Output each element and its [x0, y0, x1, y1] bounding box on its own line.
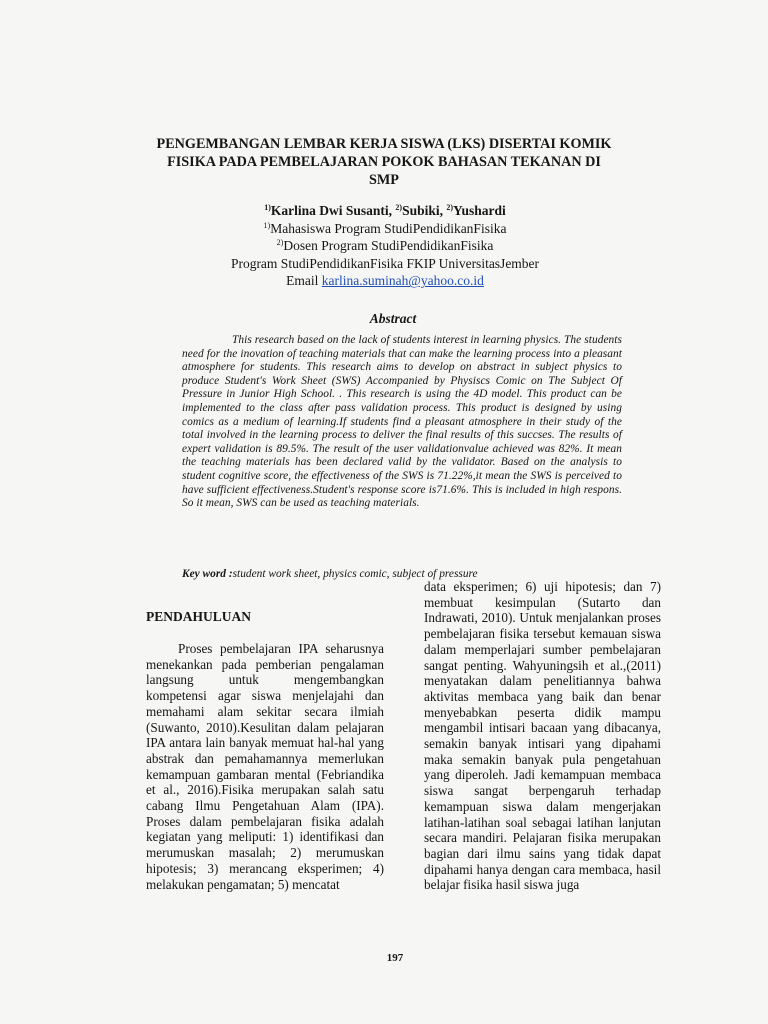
- left-column-text: Proses pembelajaran IPA seharusnya menekankan pada pemberian pengalaman langsung untuk mengembangkan kompetensi agar siswa menjelajahi dan memahami alam sekitar secara ilmiah (Suwanto, 2010).Kesulitan dalam pelajaran IPA antara lain banyak memuat hal-hal yang abstrak dan pemahamannya memerlukan kemampuan gambaran mental (Febriandika et al., 2016).Fisika merupakan salah satu cabang Ilmu Pengetahuan Alam (IPA). Proses dalam pembelajaran fisika adalah kegiatan yang meliputi: 1) identifikasi dan merumuskan masalah; 2) merumuskan hipotesis; 3) merancang eksperimen; 4) melakukan pengamatan; 5) mencatat: [146, 641, 384, 892]
- affiliation-1: [150, 220, 620, 238]
- abstract-text: This research based on the lack of students interest in learning physics. The students need for the inovation of teaching materials that can make the learning process into a pleasant atmosphere for students. This research aims to develop on abstract in subject physics to produce Student's Work Sheet (SWS) Accompanied by Physiscs Comic on The Subject Of Pressure in Junior High School. . This research is using the 4D model. This product can be implemented to the class after pass validation process. This product is designed by using comics as a medium of learning.If students find a pleasant atmosphere in their study of the total involved in the learning process to deliver the final results of this succses. The results of expert validation is 89.5%. The result of the user validationvalue achieved was 82%. It mean the teaching materials has been declared valid by the validator. Based on the analysis to student cognitive score, the effectiveness of the SWS is 71.22%,it mean the SWS is perceived to have sufficient effectiveness.Student's response score is71.6%. This is included in high respons. So it mean, SWS can be used as teaching materials.: [182, 334, 622, 510]
- author-block: [150, 202, 620, 290]
- author-name: Yushardi: [453, 203, 506, 218]
- keyword-label: Key word :: [182, 568, 233, 580]
- email-line: [150, 272, 620, 290]
- author-name: Subiki,: [402, 203, 447, 218]
- author-names: [150, 202, 620, 220]
- affil-text: Dosen Program StudiPendidikanFisika: [283, 238, 494, 254]
- keyword-text: student work sheet, physics comic, subject of pressure: [232, 568, 478, 580]
- email-label: Email: [286, 273, 322, 289]
- title-line: FISIKA PADA PEMBELAJARAN POKOK BAHASAN TEKANAN DI: [167, 154, 601, 170]
- page-number: 197: [386, 952, 404, 964]
- author-sup: 1): [264, 203, 271, 212]
- right-column-text: data eksperimen; 6) uji hipotesis; dan 7) membuat kesimpulan (Sutarto dan Indrawati, 2010). Untuk menjalankan proses pembelajaran fisika tersebut kemauan siswa dalam memperlajari sumber pembelajaran sangat penting. Wahyuningsih et al.,(2011) menyatakan dalam penelitiannya bahwa aktivitas membaca yang baik dan benar menyebabkan peserta didik mampu mengambil intisari bacaan yang dibacanya, semakin banyak intisari yang dipahami maka semakin banyak pula pengetahuan yang diperoleh. Jadi kemampuan membaca siswa sangat berpengaruh terhadap kemampuan siswa dalam mengerjakan latihan-latihan soal sebagai latihan lanjutan secara mandiri. Pelajaran fisika merupakan bagian dari ilmu sains yang tidak dapat dipahami hanya dengan cara membaca, hasil belajar fisika hasil siswa juga: [424, 579, 661, 893]
- affil-text: Mahasiswa Program StudiPendidikanFisika: [270, 220, 507, 236]
- email-link[interactable]: karlina.suminah@yahoo.co.id: [321, 273, 484, 289]
- affiliation-2: [150, 237, 620, 255]
- author-sup: 2): [395, 203, 403, 212]
- affiliation-3: Program StudiPendidikanFisika FKIP UniversitasJember: [230, 255, 540, 271]
- author-sup: 2): [446, 203, 454, 212]
- author-name: Karlina Dwi Susanti,: [270, 203, 396, 218]
- title-line: PENGEMBANGAN LEMBAR KERJA SISWA (LKS) DISERTAI KOMIK: [156, 136, 612, 152]
- affil-sup: 1): [263, 220, 271, 230]
- section-heading: PENDAHULUAN: [146, 609, 252, 624]
- paper-title: [130, 135, 638, 189]
- abstract-heading: Abstract: [369, 311, 417, 326]
- title-line: SMP: [369, 172, 399, 188]
- affil-sup: 2): [276, 238, 284, 248]
